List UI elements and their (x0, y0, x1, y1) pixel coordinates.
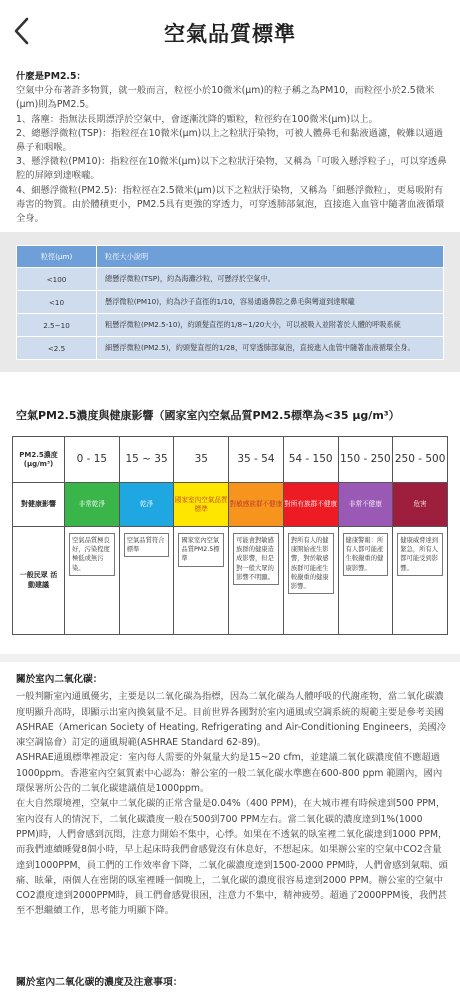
intro-item-tsp: 2、總懸浮微粒(TSP)：指粒徑在10微米(μm)以上之粒狀汙染物，可被人體鼻毛和黏液過濾，較難以通過鼻子和咽喉。 (16, 127, 443, 154)
level-cell: 15 ~ 35 (119, 437, 174, 483)
size-cell: <10 (17, 291, 97, 314)
size-cell: <2.5 (17, 337, 97, 360)
effect-cell: 對所有族群不健康 (283, 483, 338, 527)
co2-paragraph: 一般判斷室內通風優劣，主要是以二氧化碳為指標，因為二氧化碳為人體呼吸的代謝產物，當二氧化碳濃度明顯升高時，即顯示出室內換氣量不足。目前世界各國對於室內通風或空調系統的規範主要是參考美國ASHRAE（American Society of Heating, Refrigerating and Air-Conditioning Engineers，美國冷凍空調協會）訂定的通風規範(ASHRAE Standard 62-89)。 (16, 691, 447, 749)
advice-cell (65, 527, 120, 635)
size-cell: 2.5~10 (17, 314, 97, 337)
activity-advice-row (13, 527, 448, 635)
advice-text: 對所有人的健康開始產生影響，對於敏感族群可能產生較嚴重的健康影響。 (288, 533, 334, 594)
health-effect-row (13, 483, 448, 527)
advice-text: 空氣品質符合標準 (124, 533, 170, 557)
concentration-row (13, 437, 448, 483)
co2-paragraph: 在大自然環境裡，空氣中二氧化碳的正常含量是0.04%（400 PPM)，在大城市裡有時候達到500 PPM，室內沒有人的情況下，二氧化碳濃度一般在500到700 PPM左右。當二氧化碳的濃度達到1%(1000 PPM)時，人們會感到沉悶，注意力開始不集中，心悸。如果在不透氣的臥室裡二氧化碳達到1000 PPM，而我們連續睡覺8個小時，早上起床時我們會感覺沒有休息好，不想起床。如果辦公室的空氣中CO2含量達到1000PPM，員工們的工作效率會下降，二氧化碳濃度達到1500-2000 PPM時，人們會感到氣喘、頭痛、眩暈，兩個人在密閉的臥室裡睡一個晚上，二氧化碳的濃度很容易達到2000 PPM。辦公室的空氣中CO2濃度達到2000PPM時，員工們會感覺很困，注意力不集中，精神疲勞。超過了2000PPM後，我們甚至不想繼續工作，思考能力明顯下降。 (16, 798, 448, 917)
level-cell: 35 - 54 (229, 437, 284, 483)
level-cell: 0 - 15 (65, 437, 120, 483)
level-cell: 150 - 250 (338, 437, 393, 483)
effect-cell: 乾淨 (119, 483, 174, 527)
particle-size-table (16, 245, 444, 360)
level-cell: 250 - 500 (393, 437, 448, 483)
description-cell: 粗懸浮微粒(PM2.5-10)，約頭髮直徑的1/8~1/20大小，可以被吸入並附著於人體的呼吸系統 (97, 314, 444, 337)
table-header-row (17, 246, 444, 268)
description-cell: 細懸浮微粒(PM2.5)，約頭髮直徑的1/28，可穿透肺部氣泡，直接進入血管中隨著血液循環全身。 (97, 337, 444, 360)
advice-cell (338, 527, 393, 635)
description-cell: 懸浮微粒(PM10)，約為沙子直徑的1/10，容易通過鼻腔之鼻毛與彎道到達喉嚨 (97, 291, 444, 314)
effect-cell: 非常不健康 (338, 483, 393, 527)
advice-text: 可能會對敏感族群的健康造成影響，但是對一般大眾的影響不明顯。 (233, 533, 279, 585)
intro-heading: 什麼是PM2.5： (16, 71, 86, 82)
size-cell: <100 (17, 268, 97, 291)
column-header-size: 粒徑(μm) (17, 246, 97, 268)
level-cell: 54 - 150 (283, 437, 338, 483)
advice-cell (393, 527, 448, 635)
page-title: 空氣品質標準 (164, 22, 296, 46)
aq-section-title: 空氣PM2.5濃度與健康影響（國家室內空氣品質PM2.5標準為<35 μg/m³） (16, 409, 400, 422)
advice-text: 空氣品質極良好，污染程度極低或無污染。 (69, 533, 115, 576)
table-row (17, 291, 444, 314)
advice-text: 健康警報：所有人都可能產生較嚴重的健康影響。 (343, 533, 389, 576)
section-divider (0, 654, 460, 662)
effect-cell: 對敏感族群不健康 (229, 483, 284, 527)
effect-cell: 國家室內空氣品質標準 (174, 483, 229, 527)
co2-heading: 關於室內二氧化碳： (16, 674, 103, 685)
column-header-description: 粒徑大小說明 (97, 246, 444, 268)
level-cell: 35 (174, 437, 229, 483)
pm25-health-table (12, 436, 448, 635)
table-row (17, 314, 444, 337)
advice-cell (229, 527, 284, 635)
intro-item-pm10: 3、懸浮微粒(PM10)：指粒徑在10微米(μm)以下之粒狀汙染物，又稱為「可吸入懸浮粒子」，可以穿透鼻腔的屏障到達喉嚨。 (16, 156, 447, 182)
advice-cell (119, 527, 174, 635)
row-label-activity-advice: 一般民眾 活動建議 (13, 527, 65, 635)
table-row (17, 268, 444, 291)
effect-cell: 危害 (393, 483, 448, 527)
advice-cell (283, 527, 338, 635)
advice-text: 健康威脅達到緊急，所有人都可能受到影響。 (397, 533, 443, 576)
advice-cell (174, 527, 229, 635)
row-label-health-effect: 對健康影響 (13, 483, 65, 527)
table-row (17, 337, 444, 360)
co2-paragraph: ASHRAE通風標準裡設定：室內每人需要的外氣量大約是15~20 cfm，並建議二氧化碳濃度值不應超過1000ppm。香港室內空氣質素中心認為：辦公室的一般二氧化碳水準應在600-800 ppm 範圍內，國內環保署所公告的二氧化碳建議值是1000ppm。 (16, 752, 443, 795)
effect-cell: 非常乾淨 (65, 483, 120, 527)
intro-paragraph: 空氣中分布著許多物質，就一般而言，粒徑小於10微米(μm)的粒子稱之為PM10，而粒徑小於2.5微米(μm)則為PM2.5。 (16, 85, 435, 111)
navigation-bar (0, 0, 460, 62)
intro-item-fallout: 1、落塵：指無法長期漂浮於空氣中，會逐漸沈降的顆粒，粒徑約在100微米(μm)以上。 (16, 113, 378, 125)
advice-text: 國家室內空氣品質PM2.5標準 (178, 533, 224, 567)
intro-item-pm25: 4、細懸浮微粒(PM2.5)：指粒徑在2.5微米(μm)以下之粒狀汙染物，又稱為「細懸浮微粒」，更易吸附有毒害的物質。由於體積更小，PM2.5具有更強的穿透力，可穿透肺部氣泡，直接進入血管中隨著血液循環全身。 (16, 184, 445, 225)
co2-notes-heading: 關於室內二氧化碳的濃度及注意事項： (16, 977, 183, 988)
pm25-intro (16, 70, 448, 226)
row-label-concentration: PM2.5濃度 (μg/m³) (13, 437, 65, 483)
co2-section (16, 672, 448, 919)
description-cell: 總懸浮微粒(TSP)，約為海灘沙粒，可懸浮於空氣中。 (97, 268, 444, 291)
